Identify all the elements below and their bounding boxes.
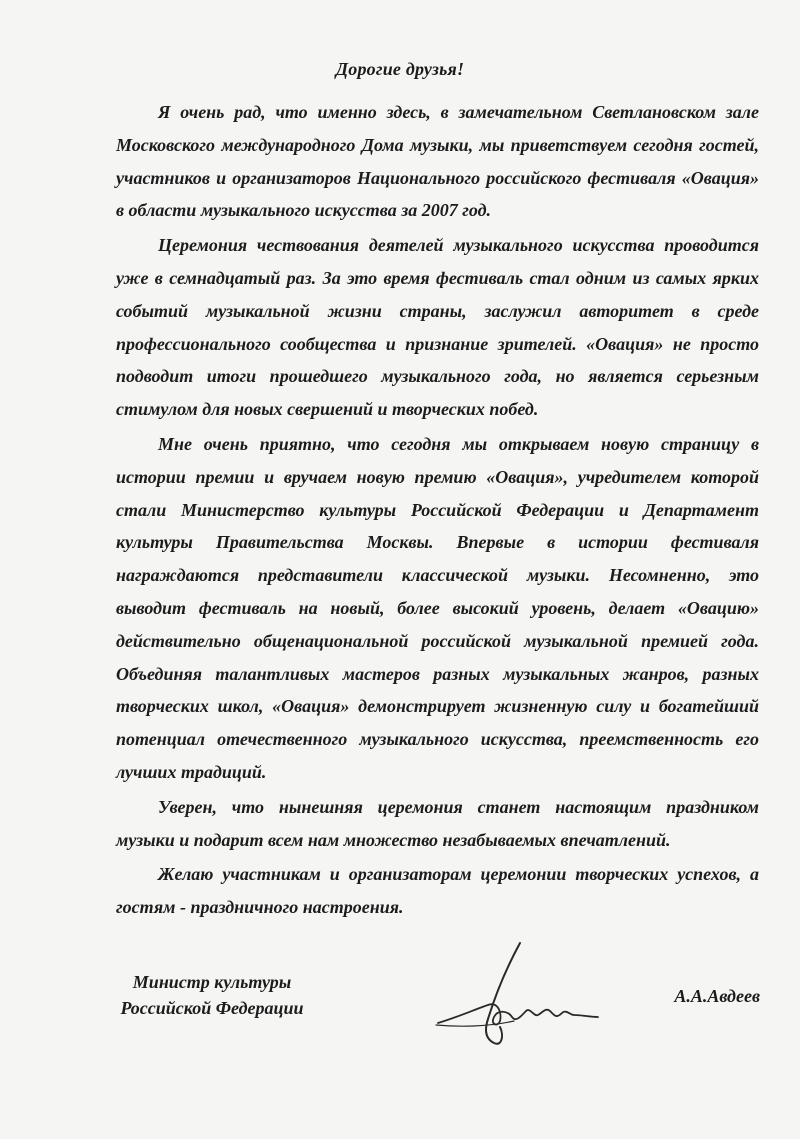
signatory-name: А.А.Авдеев xyxy=(674,986,760,1006)
letter-paragraph-1: Я очень рад, что именно здесь, в замечательном Светлановском зале Московского международного Дома музыки, мы приветствуем сегодня гостей, участников и организаторов Национального российского фестиваля «Овация» в области музыкального искусства за 2007 год. xyxy=(116,102,759,221)
letter-paragraph-4: Уверен, что нынешняя церемония станет настоящим праздником музыки и подарит всем нам множество незабываемых впечатлений. xyxy=(116,796,759,850)
signatory-title-line-2: Российской Федерации xyxy=(120,998,304,1018)
letter-paragraph-2: Церемония чествования деятелей музыкального искусства проводится уже в семнадцатый раз. За это время фестиваль стал одним из самых ярких событий музыкальной жизни страны, заслужил авторитет в среде профессионального сообщества и признание зрителей. «Овация» не просто подводит итоги прошедшего музыкального года, но является серьезным стимулом для новых свершений и творческих побед. xyxy=(116,235,759,420)
letter-body xyxy=(116,96,759,926)
signatory-title-line-1: Министр культуры xyxy=(132,972,292,992)
signatory-title xyxy=(108,969,316,1021)
handwritten-signature xyxy=(428,935,600,1055)
letter-paragraph-5: Желаю участникам и организаторам церемонии творческих успехов, а гостям - праздничного настроения. xyxy=(116,864,759,918)
letter-greeting: Дорогие друзья! xyxy=(335,59,465,79)
letter-paragraph-3: Мне очень приятно, что сегодня мы открываем новую страницу в истории премии и вручаем новую премию «Овация», учредителем которой стали Министерство культуры Российской Федерации и Департамент культуры Правительства Москвы. Впервые в истории фестиваля награждаются представители классической музыки. Несомненно, это выводит фестиваль на новый, более высокий уровень, делает «Овацию» действительно общенациональной российской музыкальной премией года. Объединяя талантливых мастеров разных музыкальных жанров, разных творческих школ, «Овация» демонстрирует жизненную силу и богатейший потенциал отечественного музыкального искусства, преемственность его лучших традиций. xyxy=(116,433,759,782)
